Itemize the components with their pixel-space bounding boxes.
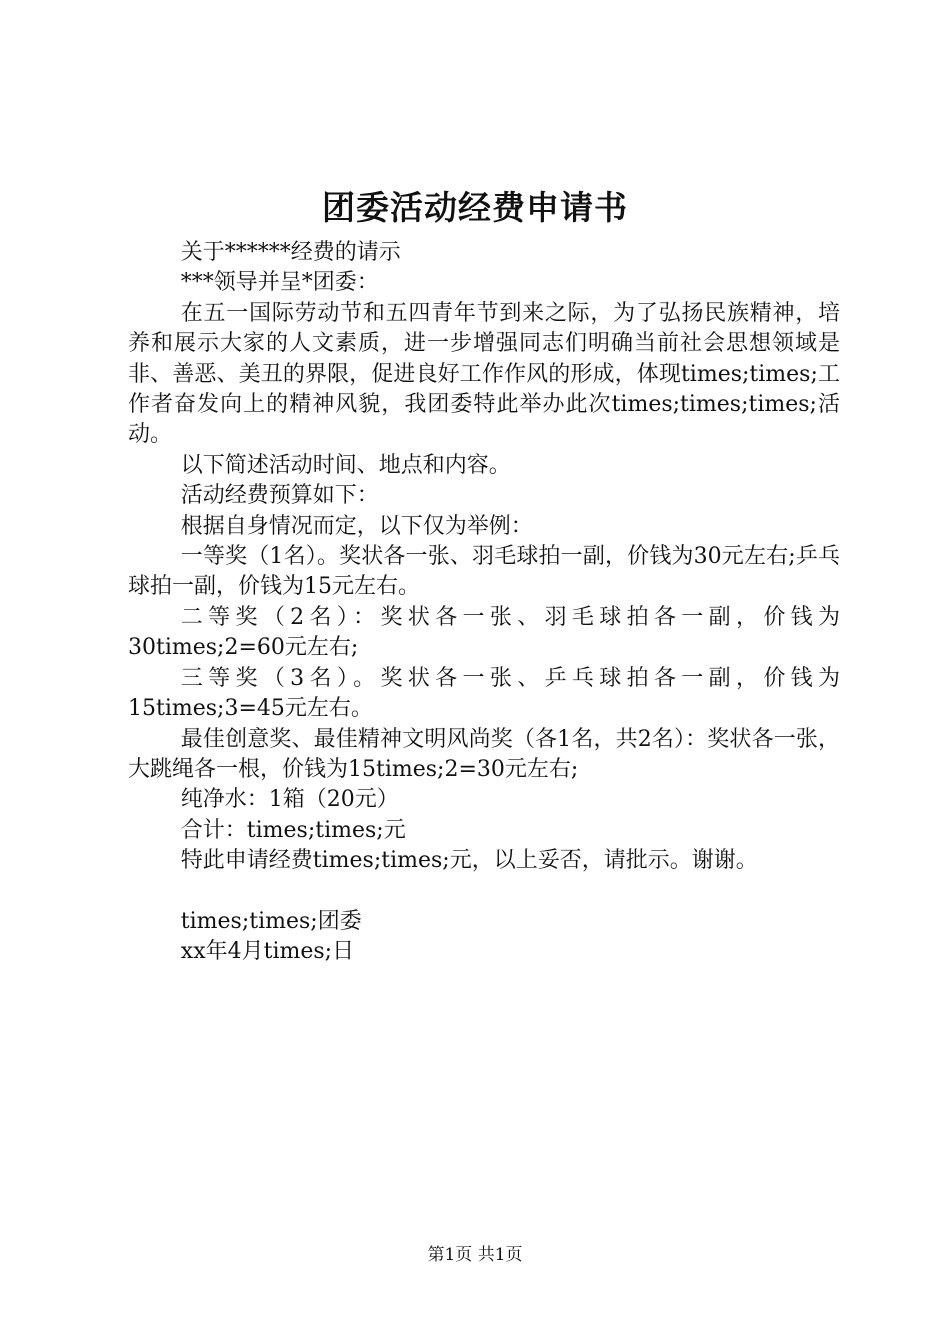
paragraph-first-prize: 一等奖（1名）。奖状各一张、羽毛球拍一副，价钱为30元左右;乒乓球拍一副，价钱为15元左右。 bbox=[128, 544, 840, 600]
document-title: 团委活动经费申请书 bbox=[322, 188, 628, 227]
document-body bbox=[128, 238, 840, 968]
paragraph-request: 特此申请经费times;times;元，以上妥否，请批示。谢谢。 bbox=[180, 848, 758, 874]
paragraph-budget-heading: 活动经费预算如下： bbox=[180, 483, 379, 509]
paragraph-total: 合计：times;times;元 bbox=[180, 817, 406, 843]
paragraph-subject: 关于******经费的请示 bbox=[180, 240, 401, 265]
paragraph-addressee: ***领导并呈*团委： bbox=[180, 270, 379, 296]
paragraph-budget-note: 根据自身情况而定，以下仅为举例： bbox=[180, 513, 533, 539]
paragraph-second-prize: 二等奖（2名）：奖状各一张、羽毛球拍各一副，价钱为30times;2=60元左右; bbox=[128, 604, 840, 661]
paragraph-water: 纯净水：1箱（20元） bbox=[180, 787, 399, 813]
paragraph-overview: 以下简述活动时间、地点和内容。 bbox=[180, 452, 511, 478]
paragraph-intro: 在五一国际劳动节和五四青年节到来之际，为了弘扬民族精神，培养和展示大家的人文素质，进一步增强同志们明确当前社会思想领域是非、善恶、美丑的界限，促进良好工作作风的形成，体现times;times;工作者奋发向上的精神风貌，我团委特此举办此次times;times;times;活动。 bbox=[128, 300, 841, 448]
paragraph-third-prize: 三等奖（3名）。奖状各一张、乒乓球拍各一副，价钱为15times;3=45元左右。 bbox=[128, 665, 840, 722]
signature-org: times;times;团委 bbox=[180, 908, 362, 934]
blank-line bbox=[128, 877, 840, 907]
page-footer: 第1页 共1页 bbox=[427, 1245, 523, 1265]
signature-date: xx年4月times;日 bbox=[180, 939, 355, 965]
paragraph-special-prize: 最佳创意奖、最佳精神文明风尚奖（各1名，共2名）：奖状各一张，大跳绳各一根，价钱为15times;2=30元左右; bbox=[128, 726, 840, 782]
